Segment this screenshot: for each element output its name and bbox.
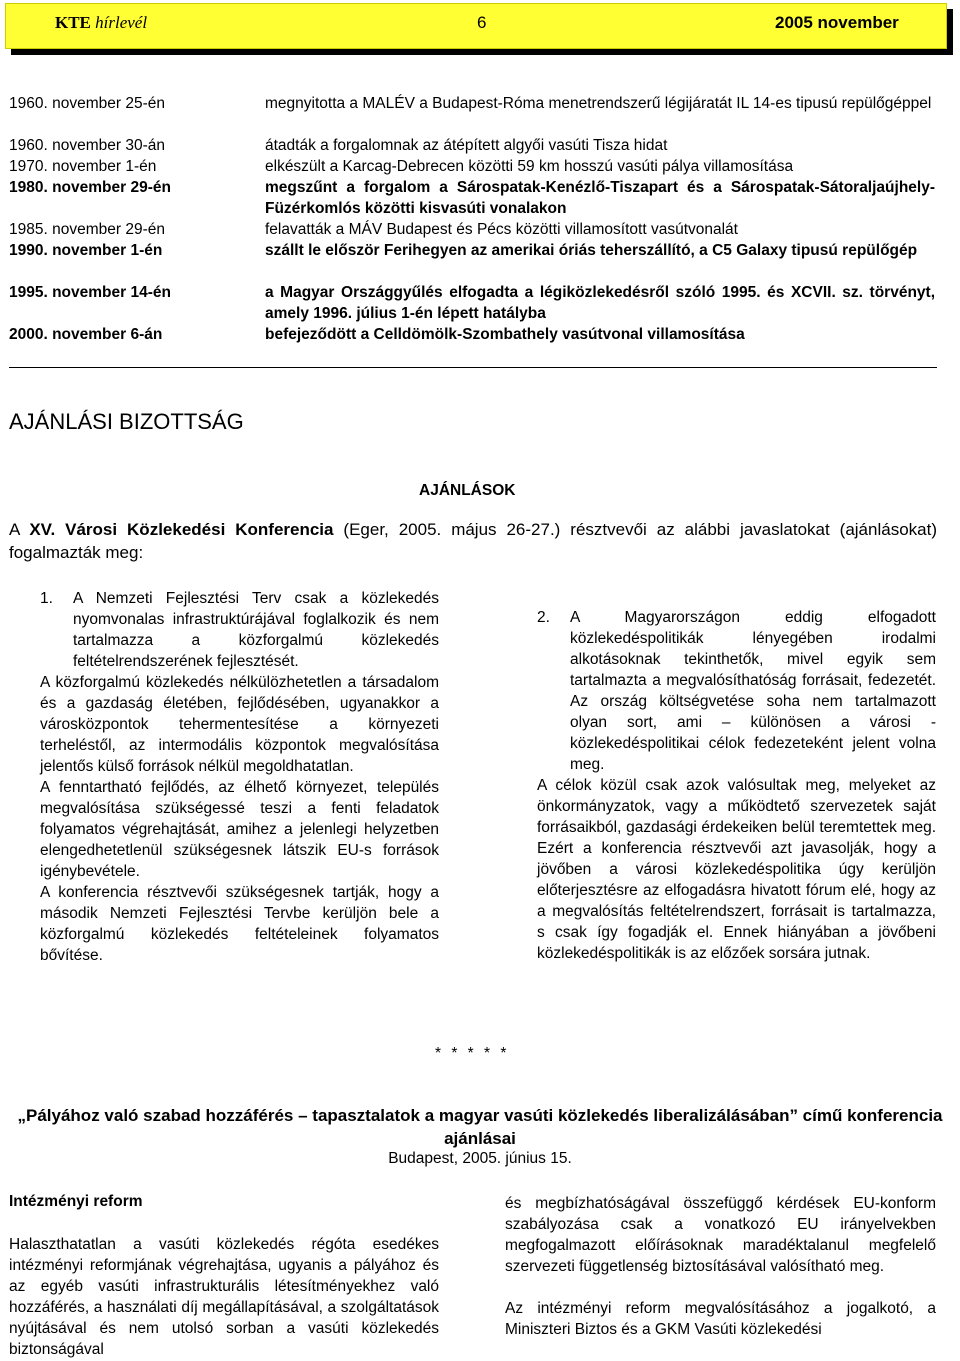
subsection-heading: Intézményi reform [9, 1193, 143, 1210]
paragraph: A közforgalmú közlekedés nélkülözhetetlen a társadalom és a gazdaság életében, fejlődésében, ugyanakkor a városközpontok tehermentesítése a környezeti terheléstől, az intermodális központok megvalósítása jelentős külső források nélkül megoldhatatlan. [40, 674, 439, 775]
bottom-left-column [9, 1234, 439, 1360]
list-item: 1. A Nemzeti Fejlesztési Terv csak a közlekedés nyomvonalas infrastruktúrájával foglalkozik és nem tartalmazza a közforgalmú közlekedés feltételrendszerének fejlesztését. [40, 590, 439, 670]
conference-title: „Pályához való szabad hozzáférés – tapasztalatok a magyar vasúti közlekedés liberalizálásában” című konferencia ajánlásai [17, 1106, 943, 1148]
paragraph: A fenntartható fejlődés, az élhető környezet, település megvalósítása szükségessé teszi a fenti feladatok folyamatos végrehajtását, amihez a jelenlegi helyzetben elengedhetetlenül szükségesnek látszik EU-s források igénybevétele. [40, 779, 439, 880]
left-column [40, 588, 439, 966]
newsletter-name: KTE hírlevél [55, 13, 148, 32]
section-title: AJÁNLÁSI BIZOTTSÁG [9, 409, 244, 434]
conference-subtitle: Budapest, 2005. június 15. [388, 1150, 572, 1167]
separator-stars: * * * * * [435, 1045, 510, 1062]
paragraph: és megbízhatóságával összefüggő kérdések EU-konform szabályozása csak a vonatkozó EU irányelvekben megfogalmazott előírásoknak maradéktalanul megfelelő szervezeti függetlenség biztosításával valósítható meg. [505, 1195, 936, 1275]
section-subtitle: AJÁNLÁSOK [419, 482, 516, 499]
paragraph: Halaszthatatlan a vasúti közlekedés régóta esedékes intézményi reformjának végrehajtása, ugyanis a pályához és az egyéb vasúti infrastrukturális létesítményekhez való hozzáférés, a használati díj megállapításával, a szolgáltatások nyújtásával és nem utolsó sorban a vasúti közlekedés biztonságával [9, 1236, 439, 1358]
list-item: 2. A Magyarországon eddig elfogadott közlekedéspolitikák lényegében irodalmi alkotásoknak tekinthetők, mivel egyik sem tartalmazta a megvalósíthatóság forrásait, fedezetét. Az ország költségvetése soha nem tartalmazott olyan sort, ami – különösen a városi - közlekedéspolitikai célok fedezeteként jelent volna meg. [537, 609, 936, 773]
page-number: 6 [477, 13, 487, 32]
paragraph: A konferencia résztvevői szükségesnek tartják, hogy a második Nemzeti Fejlesztési Tervbe kerüljön bele a közforgalmú közlekedés feltételeinek folyamatos bővítése. [40, 884, 439, 964]
intro-paragraph: A XV. Városi Közlekedési Konferencia (Eger, 2005. május 26-27.) résztvevői az alábbi javaslatokat (ajánlásokat) fogalmazták meg: [9, 520, 937, 562]
right-column [537, 607, 936, 964]
paragraph: Az intézményi reform megvalósításához a jogalkotó, a Miniszteri Biztos és a GKM Vasúti közlekedési [505, 1300, 936, 1338]
paragraph: A célok közül csak azok valósultak meg, melyeket az önkormányzatok, vagy a működtető szervezetek saját forrásaikból, gazdasági érdekeiken belül teremtettek meg. Ezért a konferencia résztvevői azt javasolják, hogy a jövőben a városi közlekedéspolitika úgy kerüljön előterjesztésre az elfogadásra hivatott fórum elé, hogy az a megvalósítás feltételrendszert, forrásait is tartalmazza, s csak így fogadják el. Ennek hiányában a jövőbeni közlekedéspolitikák is az előzőek sorsára jutnak. [537, 777, 936, 962]
divider [9, 367, 937, 368]
bottom-right-column [505, 1193, 936, 1340]
issue-date: 2005 november [775, 13, 899, 32]
